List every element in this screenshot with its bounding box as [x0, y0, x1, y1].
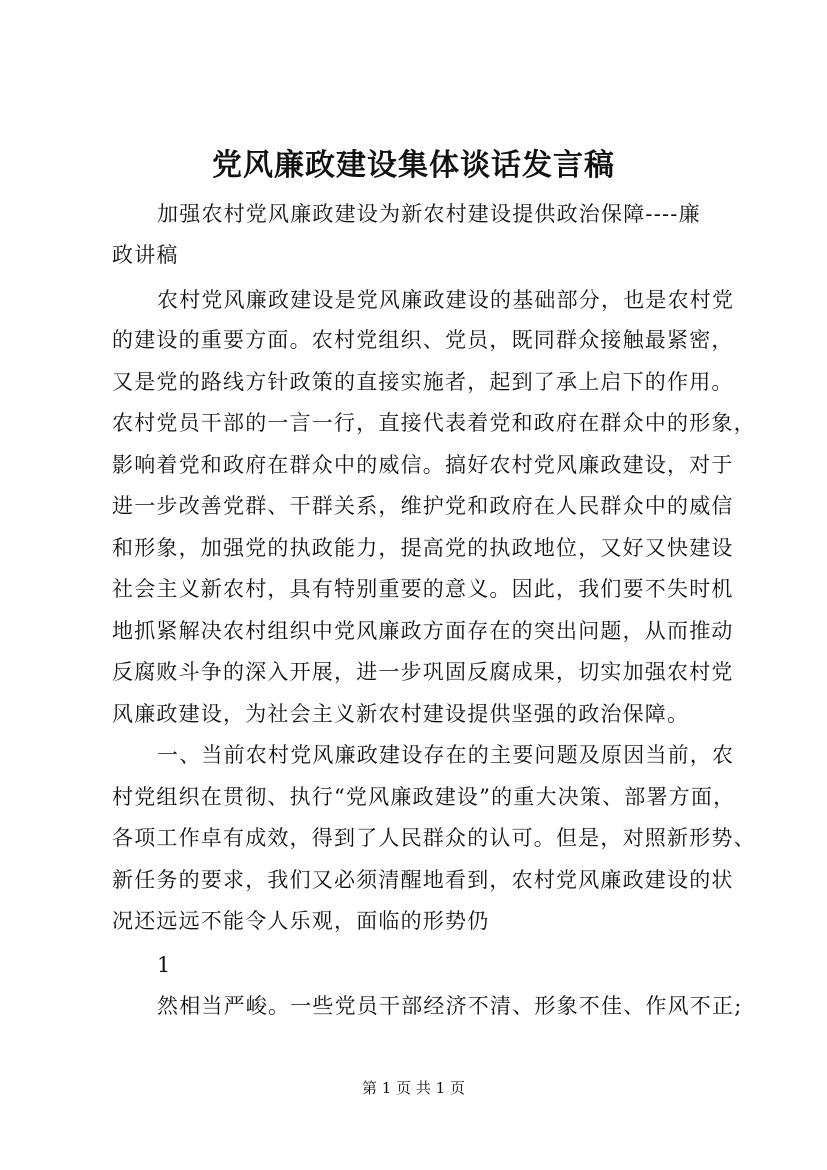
text-line: 地抓紧解决农村组织中党风廉政方面存在的突出问题，从而推动	[112, 619, 734, 643]
text-line: 然相当严峻。一些党员干部经济不清、形象不佳、作风不正;	[157, 994, 743, 1018]
text-line: 各项工作卓有成效，得到了人民群众的认可。但是，对照新形势、	[112, 826, 756, 850]
document-title: 党风廉政建设集体谈话发言稿	[212, 148, 615, 183]
page-marker: 1	[157, 953, 172, 977]
text-line: 又是党的路线方针政策的直接实施者，起到了承上启下的作用。	[112, 370, 734, 394]
text-line: 影响着党和政府在群众中的威信。搞好农村党风廉政建设，对于	[112, 453, 734, 477]
text-line: 一、当前农村党风廉政建设存在的主要问题及原因当前，农	[157, 743, 735, 767]
text-line: 村党组织在贯彻、执行“党风廉政建设”的重大决策、部署方面，	[112, 785, 736, 809]
text-line: 加强农村党风廉政建设为新农村建设提供政治保障----廉	[157, 202, 701, 226]
text-line: 反腐败斗争的深入开展，进一步巩固反腐成果，切实加强农村党	[112, 660, 734, 684]
text-line: 农村党员干部的一言一行，直接代表着党和政府在群众中的形象，	[112, 411, 756, 435]
text-line: 进一步改善党群、干群关系，维护党和政府在人民群众中的威信	[112, 494, 734, 518]
text-line: 政讲稿	[112, 243, 179, 267]
text-line: 社会主义新农村，具有特别重要的意义。因此，我们要不失时机	[112, 577, 734, 601]
text-line: 的建设的重要方面。农村党组织、党员，既同群众接触最紧密，	[112, 328, 734, 352]
text-line: 风廉政建设，为社会主义新农村建设提供坚强的政治保障。	[112, 702, 690, 726]
page-footer: 第 1 页 共 1 页	[362, 1079, 465, 1097]
text-line: 农村党风廉政建设是党风廉政建设的基础部分，也是农村党	[157, 288, 735, 312]
text-line: 新任务的要求，我们又必须清醒地看到，农村党风廉政建设的状	[112, 868, 734, 892]
text-line: 况还远远不能令人乐观，面临的形势仍	[112, 909, 490, 933]
text-line: 和形象，加强党的执政能力，提高党的执政地位，又好又快建设	[112, 536, 734, 560]
